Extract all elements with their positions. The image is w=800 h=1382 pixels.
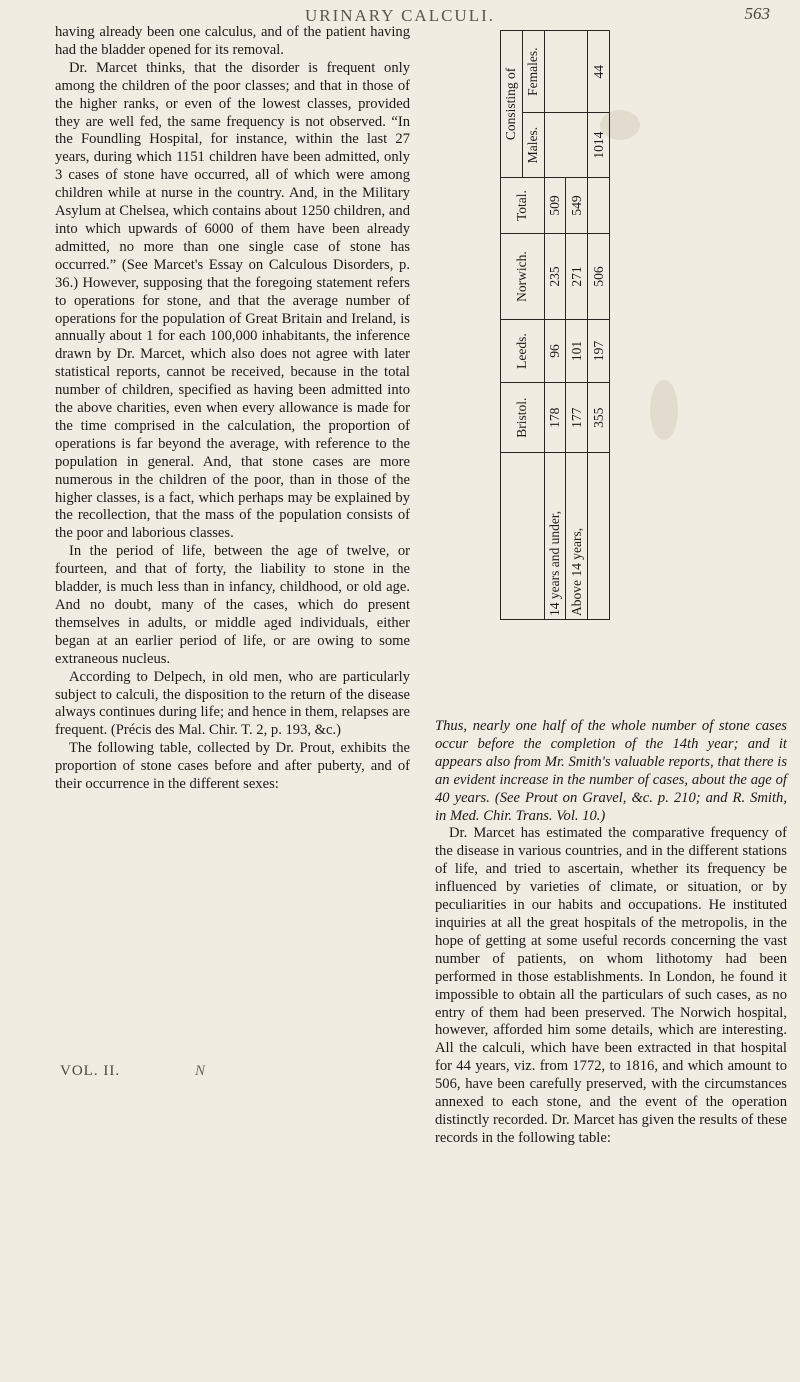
cell-bristol: 177 [566,383,588,453]
cell-males: 1014 [588,113,610,177]
cell-norwich: 235 [544,234,566,320]
cell-bristol: 355 [588,383,610,453]
cell-total: 549 [566,177,588,233]
paragraph: The following table, collected by Dr. Prout, exhibits the proportion of stone cases before and after puberty, and of their occurrence in the different sexes: [55,740,410,793]
col-header-consisting-of: Consisting of [501,31,523,178]
col-header-leeds: Leeds. [501,319,545,382]
table-corner [501,453,545,620]
paragraph: In the period of life, between the age of twelve, or fourteen, and that of forty, the liability to stone in the bladder, is much less than in infancy, childhood, or old age. And no doubt, many of the cases, which do present themselves in adults, or middle aged individuals, either began at an earlier period of life, or are owing to some extraneous nucleus. [55,543,410,667]
left-column [55,24,410,794]
right-column [435,718,787,1148]
col-header-norwich: Norwich. [501,234,545,320]
cell-bristol: 178 [544,383,566,453]
signature-mark: N [195,1063,206,1079]
row-label [588,453,610,620]
paragraph: Dr. Marcet has estimated the comparative frequency of the disease in various countries, and in the different stations of life, and tried to ascertain, whether its frequency be influenced by varieties of climate, or situation, or by peculiarities in our habits and occupations. He instituted inquiries at all the great hospitals of the metropolis, in the hope of getting at some useful records concerning the vast number of patients, on whom lithotomy had been performed in those establishments. In London, he found it impossible to obtain all the particulars of such cases, as no entry of them had been preserved. The Norwich hospital, however, afforded him some details, which are interesting. All the calculi, which have been extracted in that hospital for 44 years, viz. from 1772, to 1816, and which amount to 506, have been carefully preserved, with the circumstances annexed to each stone, and the event of the operation distinctly recorded. Dr. Marcet has given the results of these records in the following table: [435,825,787,1146]
col-header-females: Females. [522,31,544,113]
row-label: 14 years and under, [544,453,566,620]
cell-males-blank [544,113,588,177]
paragraph: Thus, nearly one half of the whole number of stone cases occur before the completion of the 14th year; and it appears also from Mr. Smith's valuable reports, that there is an evident increase in the number of cases, about the age of 40 years. (See Prout on Gravel, &c. p. 210; and R. Smith, in Med. Chir. Trans. Vol. 10.) [435,718,787,824]
paragraph: Dr. Marcet thinks, that the disorder is frequent only among the children of the poor classes; and that in those of the higher ranks, or even of the lowest classes, provided they are well fed, the same frequency is not observed. “In the Foundling Hospital, for instance, within the last 27 years, during which 1151 children have been admitted, only 3 cases of stone have occurred, all of which were among children while at nurse in the country. And, in the Military Asylum at Chelsea, which contains about 1250 children, and into which upwards of 6000 of them have been already admitted, no more than one single case of stone has occurred.” (See Marcet's Essay on Calculous Disorders, p. 36.) However, supposing that the foregoing statement refers to operations for stone, and that the average number of operations for the population of Great Britain and Ireland, is annually about 1 for each 100,000 inhabitants, the inference drawn by Dr. Marcet, which also does not agree with later statistical reports, cannot be received, because in the total number of children, specified as having been admitted into the above charities, even when every allowance is made for the time comprised in the calculation, the proportion of operations is far beyond the average, with reference to the population in general. And, that stone cases are more numerous in the children of the poor, than in those of the higher classes, is a fact, which perhaps may be explained by the recollection, that the mass of the population consists of the poor and laborious classes. [55,59,410,542]
col-header-total: Total. [501,177,545,233]
cell-total: 509 [544,177,566,233]
paper-stain [650,380,678,440]
col-header-bristol: Bristol. [501,383,545,453]
cell-females: 44 [588,31,610,113]
cell-leeds: 96 [544,319,566,382]
table-row [544,31,566,620]
stone-cases-table [500,30,610,620]
cell-leeds: 101 [566,319,588,382]
volume-mark: VOL. II. [60,1063,121,1079]
cell-norwich: 506 [588,234,610,320]
paragraph: having already been one calculus, and of the patient having had the bladder opened for its removal. [55,24,410,58]
cell-leeds: 197 [588,319,610,382]
cell-norwich: 271 [566,234,588,320]
cell-females-blank [544,31,588,113]
table-row-totals [588,31,610,620]
running-title: URINARY CALCULI. [304,6,496,25]
paragraph: According to Delpech, in old men, who are particularly subject to calculi, the disposition to the return of the disease always continues during life; and hence in them, relapses are frequent. (Précis des Mal. Chir. T. 2, p. 193, &c.) [55,668,410,739]
col-header-males: Males. [522,113,544,177]
stone-cases-table-wrapper [500,30,610,620]
cell-total [588,177,610,233]
row-label: Above 14 years, [566,453,588,620]
page-number: 563 [744,4,770,23]
